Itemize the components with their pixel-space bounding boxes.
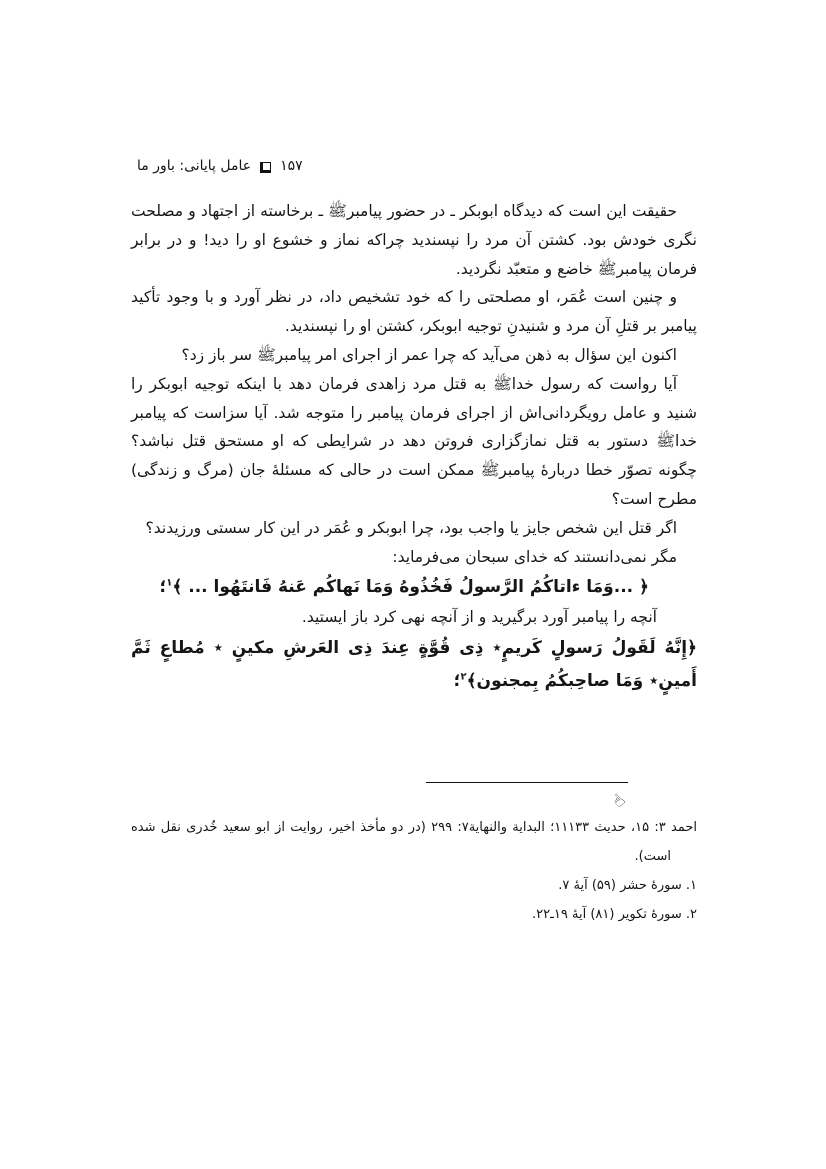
- footnote-area: [131, 782, 697, 929]
- page-number: ۱۵۷: [280, 158, 303, 174]
- paragraph-6: مگر نمی‌دانستند که خدای سبحان می‌فرماید:: [392, 547, 677, 566]
- header-square-icon: [260, 162, 271, 173]
- footnote-1-text: سورهٔ حشر (۵۹) آیهٔ ۷.: [558, 878, 682, 893]
- footnote-separator: [426, 782, 628, 783]
- footnote-1-marker: ۱.: [685, 878, 697, 893]
- quran-verse-1: [131, 571, 697, 603]
- footnote-ref-1: ۱: [166, 577, 173, 589]
- quran-verse-2: [131, 632, 697, 698]
- footnote-ref-2: ۲: [460, 671, 467, 683]
- paragraph-4: آیا رواست که رسول خداﷺ به قتل مرد زاهدی فرمان دهد با اینکه توجیه ابوبکر را شنید و عامل رویگردانی‌اش از اجرای فرمان پیامبر را متوجه شد. آیا سزاست که پیامبر خداﷺ دستور به قتل نمازگزاری فروتن دهد در شرایطی که او مستحق قتل نباشد؟ چگونه تصوّر خطا دربارهٔ پیامبرﷺ ممکن است در حالی که مسئلهٔ جان (مرگ و زندگی) مطرح است؟: [131, 374, 697, 508]
- paragraph-3: اکنون این سؤال به ذهن می‌آید که چرا عمر از اجرای امر پیامبرﷺ سر باز زد؟: [181, 345, 677, 364]
- verse-1-translation: آنچه را پیامبر آورد برگیرید و از آنچه نهی کرد باز ایستید.: [301, 608, 657, 627]
- footnote-continued: احمد ۳: ۱۵، حدیث ۱۱۱۳۳؛ البدایة والنهایة۷: ۲۹۹ (در دو مأخذ اخیر، روایت از ابو سعید خُدری نقل شده است).: [131, 820, 697, 864]
- footnote-2-text: سورهٔ تکویر (۸۱) آیهٔ ۱۹ـ۲۲.: [531, 907, 682, 922]
- header-title: عامل پایانی: باور ما: [137, 158, 252, 174]
- footnote-1: [131, 871, 697, 900]
- verse-1-text: ﴿ ...وَمَا ءاتاكُمُ الرَّسولُ فَخُذُوهُ وَمَا نَهاكُم عَنهُ فَانتَهُوا ... ﴾: [172, 577, 649, 598]
- main-text-block: [131, 197, 697, 698]
- paragraph-5: اگر قتل این شخص جایز یا واجب بود، چرا ابوبکر و عُمَر در این کار سستی ورزیدند؟: [145, 518, 677, 537]
- footnote-continuation-row: [131, 788, 630, 814]
- running-header: [137, 158, 303, 174]
- footnote-2-marker: ۲.: [685, 907, 697, 922]
- verse-2-punctuation: ؛: [453, 671, 461, 692]
- verse-1-punctuation: ؛: [159, 577, 167, 598]
- footnote-2: [131, 900, 697, 929]
- verse-2-text: ﴿إِنَّهُ لَقَولُ رَسولٍ كَريمٍ٭ ذِى قُوَّةٍ عِندَ ذِى العَرشِ مكينٍ ٭ مُطاعٍ ثَمَّ أَمينٍ٭ وَمَا صاحِبكُمُ بِمجنون﴾: [131, 638, 697, 692]
- manicule-icon: ☜: [604, 788, 630, 814]
- paragraph-1: حقیقت این است که دیدگاه ابوبکر ـ در حضور پیامبرﷺ ـ برخاسته از اجتهاد و مصلحت نگری خودش بود. کشتن آن مرد را نپسندید چراکه نماز و خشوع او را دید! و در برابر فرمان پیامبرﷺ خاضع و متعبّد نگردید.: [131, 202, 697, 278]
- paragraph-2: و چنین است عُمَر، او مصلحتی را که خود تشخیص داد، در نظر آورد و با وجود تأکید پیامبر بر قتلِ آن مرد و شنیدنِ توجیه ابوبکر، کشتن او را نپسندید.: [131, 288, 697, 336]
